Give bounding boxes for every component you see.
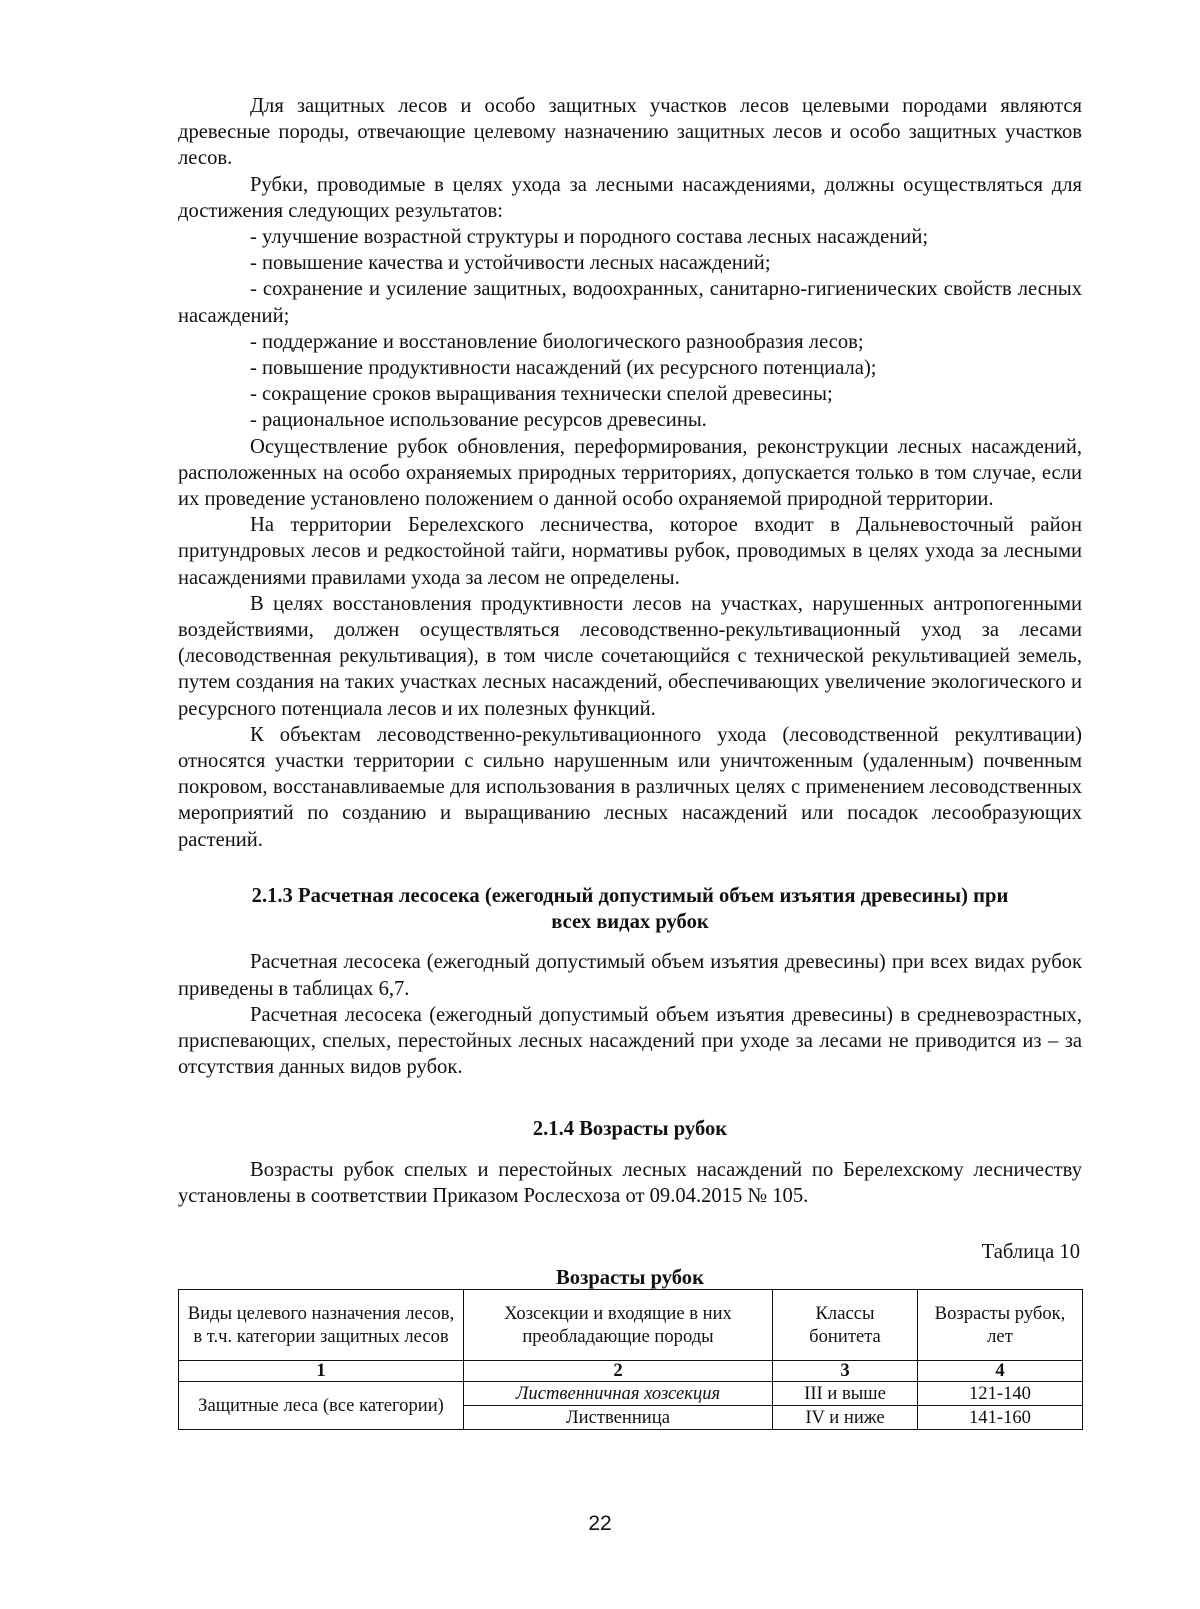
section-213-paragraph: Расчетная лесосека (ежегодный допустимый объем изъятия древесины) в средневозрастных, приспевающих, спелых, перестойных лесных насаждений при уходе за лесами не приводится из – за отсутствия данных видов рубок. [178, 1003, 1082, 1079]
list-item: - повышение качества и устойчивости лесных насаждений; [250, 252, 771, 275]
list-item: - улучшение возрастной структуры и породного состава лесных насаждений; [250, 226, 929, 249]
table-cell-age: 121-140 [918, 1382, 1083, 1406]
table-cell-category: Защитные леса (все категории) [179, 1382, 464, 1430]
list-item: - сокращение сроков выращивания технически спелой древесины; [250, 383, 833, 406]
table-number-cell: 2 [464, 1361, 773, 1382]
table-number-cell: 1 [179, 1361, 464, 1382]
table-number-cell: 4 [918, 1361, 1083, 1382]
table-header-cell: Возрасты рубок, лет [918, 1290, 1083, 1361]
section-213-heading-line2: всех видах рубок [551, 911, 709, 934]
results-list [178, 224, 1082, 434]
table-cell-class: III и выше [773, 1382, 918, 1406]
table-row [179, 1382, 1083, 1406]
table-header-cell: Виды целевого назначения лесов, в т.ч. категории защитных лесов [179, 1290, 464, 1361]
section-213-heading-line1: 2.1.3 Расчетная лесосека (ежегодный допустимый объем изъятия древесины) при [251, 884, 1009, 907]
section-213-paragraph: Расчетная лесосека (ежегодный допустимый объем изъятия древесины) при всех видах рубок приведены в таблицах 6,7. [178, 951, 1082, 1000]
table-number-row [179, 1361, 1083, 1382]
body-paragraph: В целях восстановления продуктивности лесов на участках, нарушенных антропогенными воздействиями, должен осуществляться лесоводственно-рекультивационный уход за лесами (лесоводственная рекультивация), в том числе сочетающийся с технической рекультивацией земель, путем создания на таких участках лесных насаждений, обеспечивающих увеличение экологического и ресурсного потенциала лесов и их полезных функций. [178, 592, 1082, 720]
list-item: - сохранение и усиление защитных, водоохранных, санитарно-гигиенических свойств лесных насаждений; [178, 278, 1082, 327]
table-title: Возрасты рубок [556, 1267, 704, 1290]
cutting-ages-table [178, 1289, 1083, 1430]
table-header-cell: Хозсекции и входящие в них преобладающие породы [464, 1290, 773, 1361]
table-cell-section: Лиственничная хозсекция [464, 1382, 773, 1406]
intro-paragraph: Рубки, проводимые в целях ухода за лесными насаждениями, должны осуществляться для достижения следующих результатов: [178, 173, 1082, 222]
list-item: - поддержание и восстановление биологического разнообразия лесов; [250, 330, 864, 353]
intro-paragraph: Для защитных лесов и особо защитных участков лесов целевыми породами являются древесные породы, отвечающие целевому назначению защитных лесов и особо защитных участков лесов. [178, 95, 1082, 170]
table-cell-class: IV и ниже [773, 1406, 918, 1430]
table-caption: Таблица 10 [981, 1240, 1080, 1263]
list-item: - повышение продуктивности насаждений (их ресурсного потенциала); [250, 357, 877, 380]
body-paragraph: К объектам лесоводственно-рекультивационного ухода (лесоводственной рекултивации) относятся участки территории с сильно нарушенным или уничтоженным (удаленным) почвенным покровом, восстанавливаемые для использования в различных целях с применением лесоводственных мероприятий по созданию и выращиванию лесных насаждений или посадок лесообразующих растений. [178, 723, 1082, 851]
body-paragraph: На территории Берелехского лесничества, которое входит в Дальневосточный район притундровых лесов и редкостойной тайги, нормативы рубок, проводимых в целях ухода за лесными насаждениями правилами ухода за лесом не определены. [178, 514, 1082, 589]
section-213-heading [178, 883, 1082, 935]
table-header-cell: Классы бонитета [773, 1290, 918, 1361]
page-number: 22 [588, 1512, 612, 1535]
section-214-heading: 2.1.4 Возрасты рубок [532, 1118, 728, 1141]
body-paragraph: Осуществление рубок обновления, переформирования, реконструкции лесных насаждений, расположенных на особо охраняемых природных территориях, допускается только в том случае, если их проведение установлено положением о данной особо охраняемой природной территории. [178, 435, 1082, 511]
section-214-paragraph: Возрасты рубок спелых и перестойных лесных насаждений по Берелехскому лесничеству установлены в соответствии Приказом Рослесхоза от 09.04.2015 № 105. [178, 1158, 1082, 1207]
list-item: - рациональное использование ресурсов древесины. [250, 409, 707, 432]
table-cell-species: Лиственница [464, 1406, 773, 1430]
table-header-row [179, 1290, 1083, 1361]
table-cell-age: 141-160 [918, 1406, 1083, 1430]
document-page [178, 93, 1082, 1430]
table-number-cell: 3 [773, 1361, 918, 1382]
